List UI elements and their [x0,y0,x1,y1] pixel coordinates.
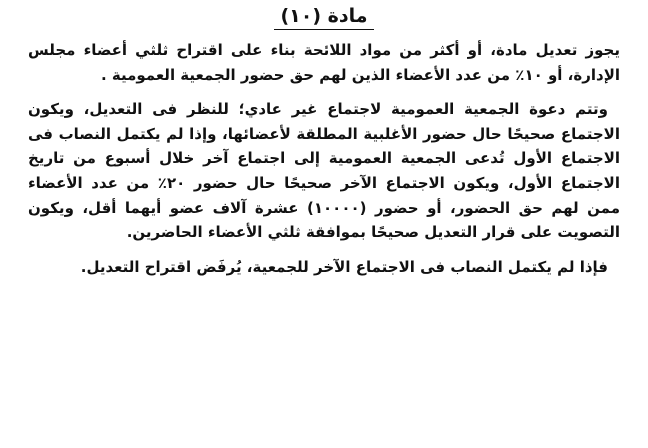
paragraph-proposal-rejection: فإذا لم يكتمل النصاب فى الاجتماع الآخر للجمعية، يُرفَض اقتراح التعديل. [80,257,608,276]
heading-container [0,4,648,30]
article-body [28,38,620,279]
paragraph-general-assembly-quorum: وتتم دعوة الجمعية العمومية لاجتماع غير عادي؛ للنظر فى التعديل، ويكون الاجتماع صحيحًا حال حضور الأغلبية المطلقة لأعضائها، وإذا لم يكتمل النصاب فى الاجتماع الأول تُدعى الجمعية العمومية إلى اجتماع آخر خلال أسبوع من تاريخ الاجتماع الأول، ويكون الاجتماع الآخر صحيحًا حال حضور ٢٠٪ من عدد الأعضاء ممن لهم حق الحضور، أو حضور (١٠٠٠٠) عشرة آلاف عضو أيهما أقل، ويكون التصويت على قرار التعديل صحيحًا بموافقة ثلثي الأعضاء الحاضرين. [28,100,620,242]
article-heading: مادة (١٠) [274,4,373,30]
paragraph-amendment-proposal: يجوز تعديل مادة، أو أكثر من مواد اللائحة بناء على اقتراح ثلثي أعضاء مجلس الإدارة، أو ١٠٪ من عدد الأعضاء الذين لهم حق حضور الجمعية العمومية . [28,41,620,84]
